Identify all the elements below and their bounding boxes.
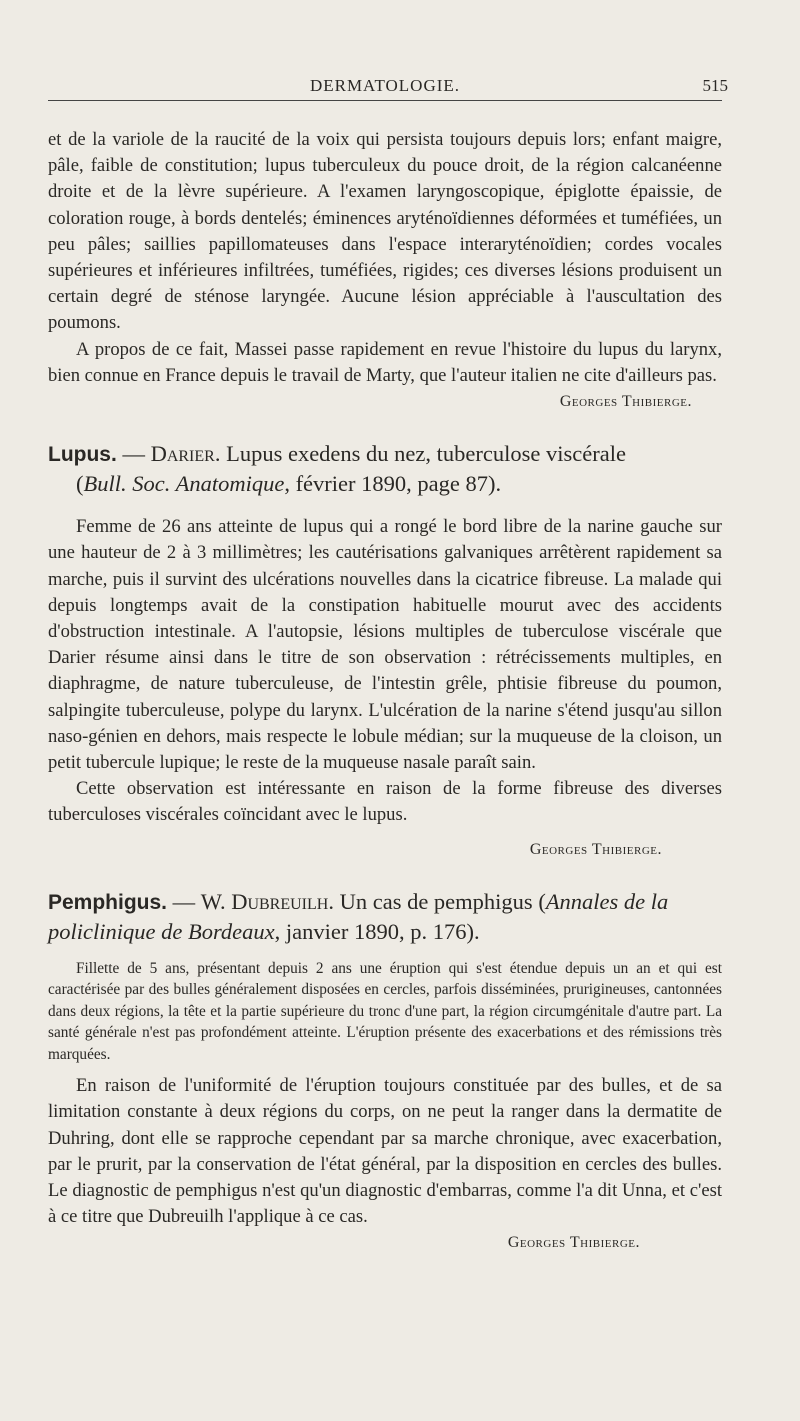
entry-heading-pemphigus xyxy=(48,887,722,946)
entry-dash: — xyxy=(122,441,145,467)
case-summary: Fillette de 5 ans, présentant depuis 2 ans une éruption qui s'est étendue depuis un an et qui est caractérisée par des bulles généralement disposées en cercles, parfois disséminées, prurigineuses, cantonnées dans deux régions, la tête et la partie supérieure du tronc d'une part, la région circumgénitale d'autre part. La santé générale n'est pas profondément atteinte. L'éruption présente des exacerbations et des rémissions très marquées. xyxy=(48,959,722,1063)
paragraph: et de la variole de la raucité de la voix qui persista toujours depuis lors; enfant maigre, pâle, faible de constitution; lupus tuberculeux du pouce droit, de la région calcanéenne droite et de la lèvre supérieure. A l'examen laryngoscopique, épiglotte épaissie, de coloration rouge, à bords dentelés; éminences aryténoïdiennes déformées et tuméfiées, un peu pâles; saillies papillomateuses dans l'espace interaryténoïdien; cordes vocales supérieures et inférieures infiltrées, tuméfiées, rigides; ces diverses lésions produisent un certain degré de sténose laryngée. Aucune lésion appréciable à l'auscultation des poumons. xyxy=(48,129,722,334)
entry-title: Un cas de pemphigus xyxy=(339,888,533,914)
entry-source-open: ( xyxy=(76,471,84,497)
entry-keyword: Pemphigus. xyxy=(48,890,168,914)
paragraph: Femme de 26 ans atteinte de lupus qui a rongé le bord libre de la narine gauche sur une hauteur de 2 à 3 millimètres; les cautérisations galvaniques arrêtèrent rapidement sa marche, puis il survint des ulcérations nouvelles dans la cicatrice fibreuse. La malade qui depuis longtemps avait de la constipation habituelle mourut avec des accidents d'obstruction intestinale. A l'autopsie, lésions multiples de tuberculose viscérale que Darier résume ainsi dans le titre de son observation : rétrécissements multiples, en diaphragme, de nature tuberculeuse, de l'intestin grêle, phtisie fibreuse du poumon, salpingite tuberculeuse, polype du larynx. L'ulcération de la narine s'étend jusqu'au sillon naso-génien en dehors, mais respecte le lobule médian; sur la muqueuse de la cloison, un petit tubercule lupique; le reste de la muqueuse nasale paraît sain. xyxy=(48,516,722,774)
entry-source-journal: Annales de la policlinique de Bordeaux xyxy=(48,888,669,944)
entry-author: Darier. xyxy=(150,441,221,467)
signature: Georges Thibierge. xyxy=(507,1234,640,1252)
entry-heading-lupus xyxy=(48,439,722,498)
entry-author: W. Dubreuilh. xyxy=(200,888,334,914)
entry-dash: — xyxy=(172,888,196,914)
paragraph: En raison de l'uniformité de l'éruption toujours constituée par des bulles, et de sa limitation constante à deux régions du corps, on ne peut la ranger dans la dermatite de Duhring, dont elle se rapproche cependant par sa marche chronique, avec exacerbation, par le prurit, par la conservation de l'état général, par la disposition en cercles des bulles. Le diagnostic de pemphigus n'est qu'un diagnostic d'embarras, comme l'a dit Unna, et c'est à ce titre que Dubreuilh l'applique à ce cas. xyxy=(48,1075,722,1228)
running-head xyxy=(48,74,728,101)
entry-source-journal: Bull. Soc. Anatomique xyxy=(83,471,285,497)
paragraph xyxy=(48,337,722,411)
paragraph-text: A propos de ce fait, Massei passe rapidement en revue l'histoire du lupus du larynx, bien connue en France depuis le travail de Marty, que l'auteur italien ne cite d'ailleurs pas. xyxy=(48,338,722,386)
article-body xyxy=(48,127,722,1256)
entry-source-open: ( xyxy=(538,888,546,914)
running-head-title: DERMATOLOGIE. xyxy=(309,76,461,95)
entry-keyword: Lupus. xyxy=(48,443,117,467)
entry-source-rest: , février 1890, page 87). xyxy=(284,471,502,497)
paragraph: Cette observation est intéressante en raison de la forme fibreuse des diverses tuberculoses viscérales coïncidant avec le lupus. xyxy=(48,778,722,826)
entry-title: Lupus exedens du nez, tuberculose viscérale xyxy=(226,441,626,467)
signature: Georges Thibierge. xyxy=(559,393,692,411)
entry-source-rest: , janvier 1890, p. 176). xyxy=(274,918,480,944)
signature: Georges Thibierge. xyxy=(529,840,662,858)
page-number: 515 xyxy=(702,76,728,95)
